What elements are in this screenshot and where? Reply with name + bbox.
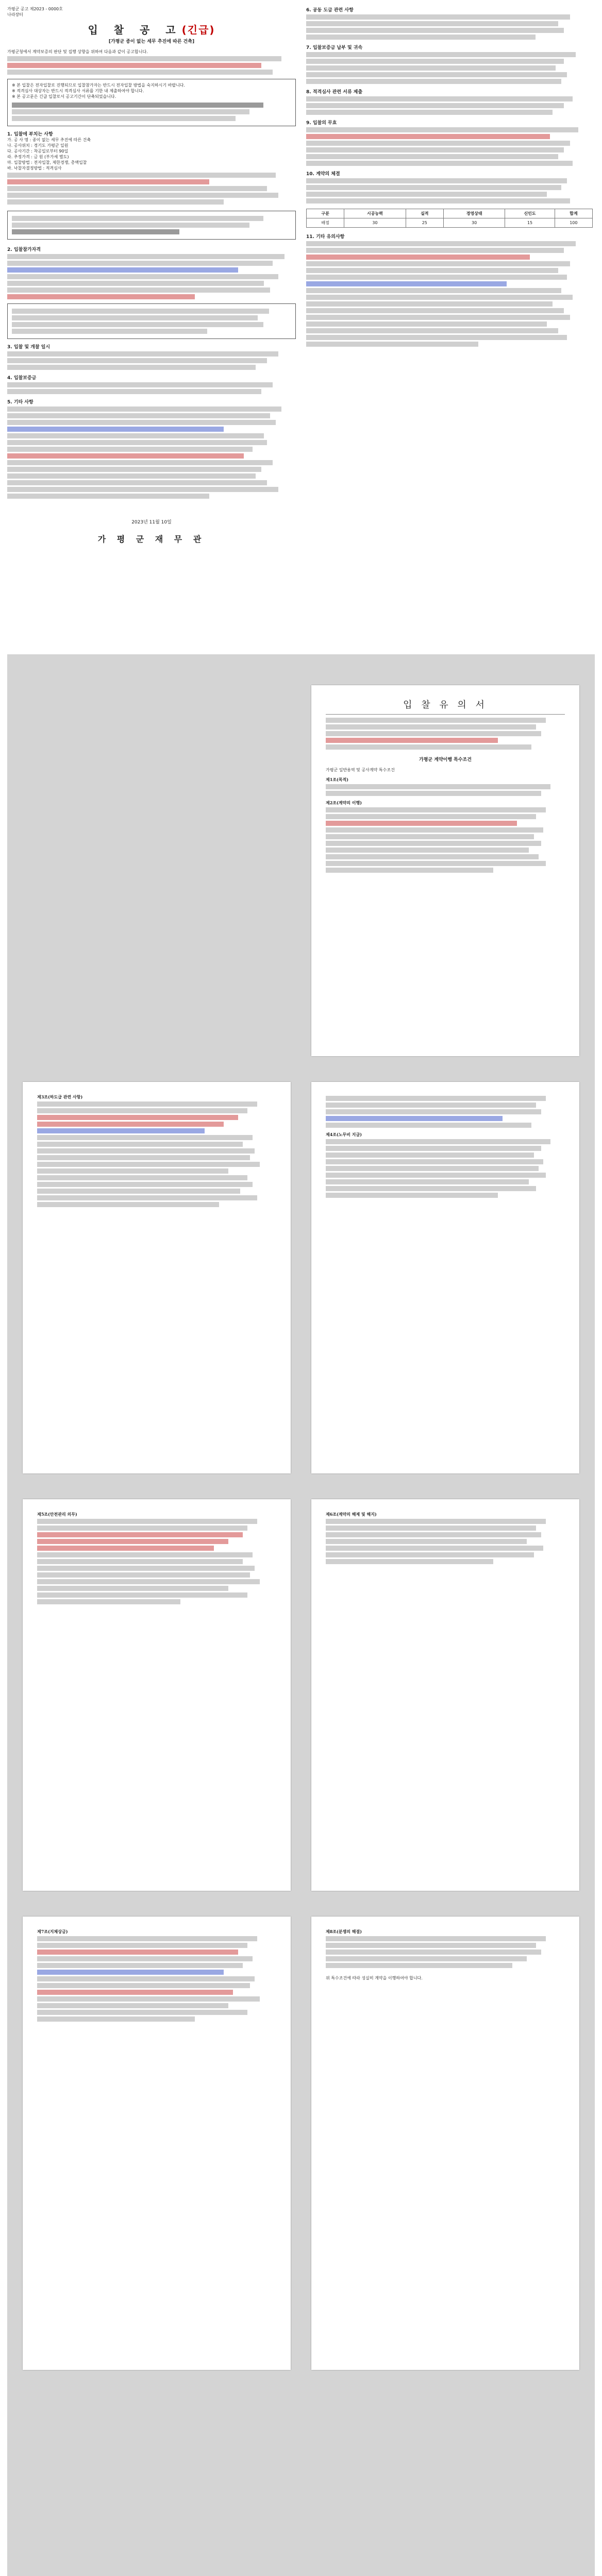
text-line <box>12 216 263 221</box>
text-line <box>12 329 207 334</box>
text-line <box>37 1970 224 1975</box>
notice-intro: 가평군청에서 계약보증의 판단 및 집행 상향을 위하여 다음과 같이 공고합니다. <box>7 49 148 54</box>
article-heading: 제4조(노무비 지급) <box>326 1132 362 1137</box>
notice-title-block <box>7 22 296 37</box>
text-line <box>306 14 570 20</box>
text-line <box>326 1552 534 1557</box>
notice-left-column <box>7 6 296 545</box>
text-line <box>7 186 267 191</box>
text-line <box>37 1148 255 1154</box>
text-line <box>37 1963 243 1968</box>
text-line <box>7 261 273 266</box>
text-line <box>37 1936 257 1941</box>
text-line <box>37 1122 224 1127</box>
warning-line: ※ 본 입찰은 전자입찰로 진행되므로 입찰참가자는 반드시 전자입찰 방법을 숙지하시기 바랍니다. <box>12 83 186 88</box>
text-line <box>37 1195 257 1200</box>
table-header-cell: 실적 <box>406 209 443 218</box>
text-line <box>326 1123 531 1128</box>
text-line <box>306 261 570 266</box>
text-line <box>306 198 570 204</box>
notice-date: 2023년 11월 10일 <box>131 520 172 525</box>
table-cell: 배점 <box>307 218 344 228</box>
text-line <box>7 460 273 465</box>
text-line <box>7 199 224 205</box>
text-line <box>306 96 573 101</box>
text-line <box>7 70 273 75</box>
table-header-cell: 합계 <box>555 209 592 218</box>
text-line <box>37 1599 180 1604</box>
text-line <box>7 487 278 492</box>
text-line <box>7 63 261 68</box>
text-line <box>306 103 564 108</box>
text-line <box>306 321 547 327</box>
text-line <box>37 1579 260 1584</box>
section-heading: 9. 입찰의 무효 <box>306 121 337 126</box>
text-line <box>326 731 541 736</box>
text-line <box>7 274 278 279</box>
text-line <box>7 173 276 178</box>
text-line <box>7 433 264 438</box>
text-line <box>306 288 561 293</box>
text-line <box>7 494 209 499</box>
contract-title: 입 찰 유 의 서 <box>403 700 488 710</box>
text-line <box>7 447 253 452</box>
text-line <box>37 1996 260 2002</box>
table-header-cell: 경영상태 <box>443 209 505 218</box>
text-line <box>37 1592 247 1598</box>
table-header-cell: 신인도 <box>505 209 555 218</box>
item-line: 라. 추정가격 : 금 원 (부가세 별도) <box>7 155 69 159</box>
text-line <box>37 1572 250 1578</box>
text-line <box>306 301 553 307</box>
text-line <box>326 1956 527 1961</box>
contract-sheet-6 <box>23 1917 291 2370</box>
text-line <box>7 281 264 286</box>
text-line <box>37 1983 250 1988</box>
text-line <box>306 28 564 33</box>
section-heading: 5. 기타 사항 <box>7 400 34 405</box>
warning-line: ※ 본 공고문은 긴급 입찰로서 공고기간이 단축되었습니다. <box>12 94 116 99</box>
text-line <box>326 724 536 730</box>
text-line <box>306 147 564 152</box>
text-line <box>7 413 270 418</box>
section-heading: 8. 적격심사 관련 서류 제출 <box>306 90 363 95</box>
text-line <box>306 141 570 146</box>
article-heading: 제3조(하도급 관련 사항) <box>37 1094 83 1099</box>
text-line <box>306 328 558 333</box>
contract-sheet-2 <box>23 1082 291 1473</box>
text-line <box>326 807 546 812</box>
text-line <box>37 1976 255 1981</box>
text-line <box>37 1202 219 1207</box>
table-cell: 100 <box>555 218 592 228</box>
contract-sheet-5 <box>311 1499 579 1891</box>
text-line <box>326 1116 503 1121</box>
section-heading: 7. 입찰보증금 납부 및 귀속 <box>306 45 363 50</box>
text-line <box>12 103 263 108</box>
text-line <box>326 1193 498 1198</box>
notice-page-1 <box>7 6 595 640</box>
text-line <box>7 365 256 370</box>
section-heading: 2. 입찰참가자격 <box>7 247 41 252</box>
text-line <box>12 109 249 114</box>
text-line <box>37 1943 247 1948</box>
text-line <box>326 848 529 853</box>
text-line <box>306 21 558 26</box>
article-heading: 제7조(지체상금) <box>37 1929 68 1934</box>
text-line <box>326 784 550 789</box>
notice-inner-box <box>7 211 296 240</box>
text-line <box>7 427 224 432</box>
text-line <box>306 315 570 320</box>
text-line <box>326 1139 550 1144</box>
text-line <box>326 1153 534 1158</box>
text-line <box>37 1526 247 1531</box>
text-line <box>12 322 263 327</box>
text-line <box>326 868 493 873</box>
article-heading: 제2조(계약의 이행) <box>326 800 362 805</box>
text-line <box>37 1101 257 1107</box>
text-line <box>12 229 179 234</box>
text-line <box>306 65 556 71</box>
text-line <box>306 110 553 115</box>
section-heading: 11. 기타 유의사항 <box>306 234 345 240</box>
text-line <box>326 827 543 833</box>
text-line <box>326 1173 546 1178</box>
section-heading: 3. 입찰 및 개찰 일시 <box>7 345 51 350</box>
text-line <box>306 295 573 300</box>
text-line <box>306 161 573 166</box>
text-line <box>7 440 267 445</box>
table-cell: 30 <box>344 218 406 228</box>
text-line <box>326 1519 546 1524</box>
text-line <box>37 1519 257 1524</box>
divider <box>326 714 565 715</box>
text-line <box>37 1155 250 1160</box>
contract-sheet-3 <box>311 1082 579 1473</box>
text-line <box>326 821 517 826</box>
item-line: 다. 공사기간 : 착공일로부터 90일 <box>7 149 69 154</box>
text-line <box>306 52 576 57</box>
text-line <box>37 1175 247 1180</box>
text-line <box>326 718 546 723</box>
item-line: 가. 공 사 명 : 종이 없는 세무 추진에 따른 건축 <box>7 138 91 142</box>
text-line <box>306 72 567 77</box>
item-line: 마. 입찰방법 : 전자입찰, 제한경쟁, 총액입찰 <box>7 160 87 165</box>
section-heading: 1. 입찰에 부치는 사항 <box>7 132 53 137</box>
doc-number: 가평군 공고 제2023 - 0000호 <box>7 7 63 11</box>
item-line: 나. 공사위치 : 경기도 가평군 일원 <box>7 143 69 148</box>
notice-detail-box <box>7 303 296 339</box>
text-line <box>326 1096 546 1101</box>
article-heading: 제5조(안전관리 의무) <box>37 1512 77 1517</box>
text-line <box>7 453 244 459</box>
article-heading: 제6조(계약의 해제 및 해지) <box>326 1512 377 1517</box>
notice-right-column <box>306 6 593 348</box>
table-header-cell: 구분 <box>307 209 344 218</box>
text-line <box>306 127 578 132</box>
text-line <box>326 738 498 743</box>
text-line <box>37 1956 253 1961</box>
text-line <box>326 1146 541 1151</box>
text-line <box>326 1159 543 1164</box>
section-heading: 6. 공동 도급 관련 사항 <box>306 8 354 13</box>
contract-sheet-4 <box>23 1499 291 1891</box>
text-line <box>7 406 281 412</box>
section-heading: 4. 입찰보증금 <box>7 376 37 381</box>
text-line <box>326 841 541 846</box>
text-line <box>7 358 267 363</box>
article-heading: 제8조(분쟁의 해결) <box>326 1929 362 1934</box>
text-line <box>306 154 558 159</box>
text-line <box>306 275 567 280</box>
text-line <box>7 389 261 394</box>
table-cell: 15 <box>505 218 555 228</box>
text-line <box>7 179 209 184</box>
text-line <box>326 1109 541 1114</box>
text-line <box>306 342 478 347</box>
score-table <box>306 209 593 228</box>
text-line <box>326 744 531 750</box>
text-line <box>326 1559 493 1564</box>
text-line <box>306 255 530 260</box>
contract-page-background <box>7 654 595 2576</box>
text-line <box>12 223 249 228</box>
text-line <box>326 861 546 866</box>
text-line <box>326 1103 536 1108</box>
text-line <box>37 1990 233 1995</box>
text-line <box>37 1950 238 1955</box>
text-line <box>7 267 238 273</box>
text-line <box>7 294 195 299</box>
text-line <box>37 1586 228 1591</box>
text-line <box>306 185 561 190</box>
contract-lead: 가평군 일반용역 및 공사계약 특수조건 <box>326 768 395 772</box>
text-line <box>326 1166 539 1171</box>
text-line <box>326 1950 541 1955</box>
text-line <box>37 2003 228 2008</box>
text-line <box>7 382 273 387</box>
notice-title-urgent: (긴급) <box>181 24 215 36</box>
table-header-cell: 시공능력 <box>344 209 406 218</box>
text-line <box>7 56 281 61</box>
table-header-row <box>307 209 593 218</box>
text-line <box>306 35 536 40</box>
text-line <box>306 178 567 183</box>
text-line <box>306 248 564 253</box>
text-line <box>7 420 276 425</box>
text-line <box>306 134 550 139</box>
text-line <box>7 287 270 293</box>
text-line <box>326 1963 512 1968</box>
table-cell: 25 <box>406 218 443 228</box>
text-line <box>37 1539 228 1544</box>
text-line <box>326 1532 541 1537</box>
contract-closing: 위 특수조건에 따라 성실히 계약을 이행하여야 합니다. <box>326 1976 423 1980</box>
text-line <box>306 268 558 273</box>
text-line <box>326 814 536 819</box>
text-line <box>7 193 278 198</box>
warning-line: ※ 적격심사 대상자는 반드시 적격심사 서류를 기한 내 제출하여야 합니다. <box>12 89 144 93</box>
text-line <box>37 2016 195 2022</box>
text-line <box>37 1162 260 1167</box>
text-line <box>7 467 261 472</box>
text-line <box>37 1532 243 1537</box>
text-line <box>326 1186 536 1191</box>
text-line <box>306 192 547 197</box>
text-line <box>326 1936 546 1941</box>
text-line <box>37 1168 228 1174</box>
text-line <box>326 854 539 859</box>
text-line <box>306 281 507 286</box>
contract-subtitle: 가평군 계약이행 특수조건 <box>419 757 472 762</box>
text-line <box>306 79 561 84</box>
text-line <box>7 480 267 485</box>
text-line <box>37 1182 253 1187</box>
doc-sub: 나라장터 <box>7 12 23 17</box>
text-line <box>37 1128 205 1133</box>
text-line <box>306 241 576 246</box>
text-line <box>7 254 285 259</box>
notice-issuer: 가 평 군 재 무 관 <box>97 534 206 544</box>
table-cell: 30 <box>443 218 505 228</box>
text-line <box>37 1135 253 1140</box>
text-line <box>306 335 567 340</box>
text-line <box>37 1189 240 1194</box>
section-heading: 10. 계약의 체결 <box>306 172 340 177</box>
text-line <box>12 315 258 320</box>
table-row <box>307 218 593 228</box>
text-line <box>326 834 534 839</box>
text-line <box>326 1179 529 1184</box>
text-line <box>326 1526 536 1531</box>
text-line <box>37 1115 238 1120</box>
text-line <box>12 309 269 314</box>
text-line <box>326 791 541 796</box>
text-line <box>37 2010 247 2015</box>
text-line <box>37 1108 247 1113</box>
text-line <box>37 1559 243 1564</box>
text-line <box>306 59 564 64</box>
text-line <box>37 1546 214 1551</box>
notice-warning-box <box>7 79 296 126</box>
contract-sheet-1 <box>311 685 579 1056</box>
text-line <box>326 1539 527 1544</box>
item-line: 바. 낙찰자결정방법 : 적격심사 <box>7 166 62 171</box>
notice-subtitle: [가평군 종이 없는 세무 추진에 따른 건축] <box>108 39 195 44</box>
text-line <box>326 1546 543 1551</box>
text-line <box>306 308 564 313</box>
contract-sheet-7 <box>311 1917 579 2370</box>
text-line <box>12 116 236 121</box>
text-line <box>7 473 256 479</box>
text-line <box>37 1552 253 1557</box>
text-line <box>326 1943 536 1948</box>
text-line <box>37 1566 255 1571</box>
text-line <box>37 1142 243 1147</box>
article-heading: 제1조(목적) <box>326 777 349 782</box>
notice-title: 입 찰 공 고 <box>88 24 182 36</box>
text-line <box>7 351 278 357</box>
